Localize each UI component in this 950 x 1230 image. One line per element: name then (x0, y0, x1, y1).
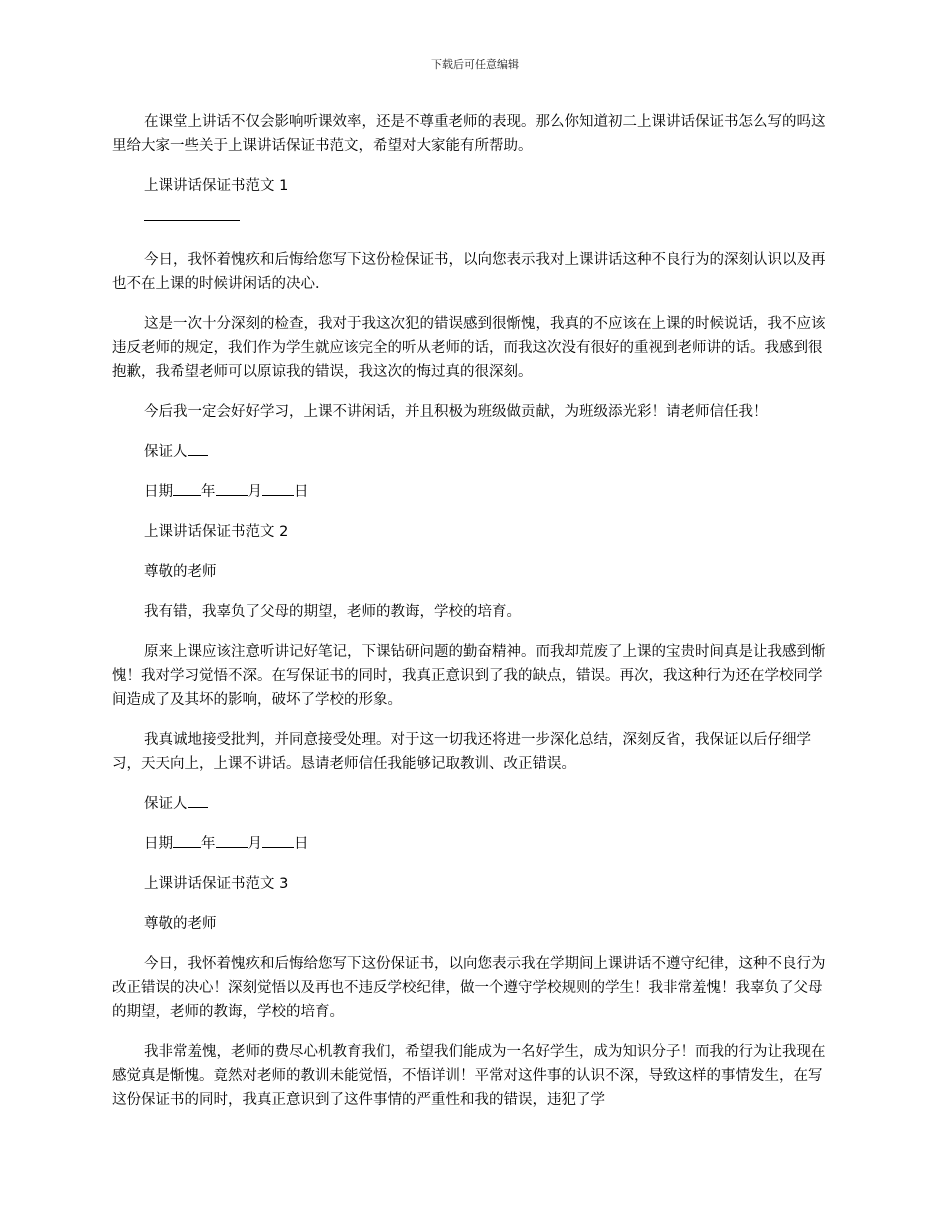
date-label: 日期 (144, 484, 173, 500)
guarantor-label: 保证人 (144, 796, 188, 812)
section-2-salutation: 尊敬的老师 (144, 564, 217, 580)
section-1-paragraph-3: 今后我一定会好好学习，上课不讲闲话，并且积极为班级做贡献，为班级添光彩！请老师信任我！ (144, 404, 768, 420)
year-label: 年 (201, 836, 216, 852)
section-2-paragraph-2: 原来上课应该注意听讲记好笔记，下课钻研问题的勤奋精神。而我却荒废了上课的宝贵时间真是让我感到惭愧！我对学习觉悟不深。在写保证书的同时，我真正意识到了我的缺点，错误。再次，我这种行为还在学校同学间造成了及其坏的影响，破坏了学校的形象。 (112, 644, 826, 708)
section-2-guarantor-line (112, 792, 834, 816)
day-label: 日 (294, 484, 309, 500)
document-body (112, 110, 834, 1112)
section-2-title: 上课讲话保证书范文 2 (144, 524, 289, 540)
month-label: 月 (247, 484, 262, 500)
section-3-paragraph-1: 今日，我怀着愧疚和后悔给您写下这份保证书，以向您表示我在学期间上课讲话不遵守纪律，这种不良行为改正错误的决心！深刻觉悟以及再也不违反学校纪律，做一个遵守学校规则的学生！我非常羞愧！我辜负了父母的期望，老师的教诲，学校的培育。 (112, 956, 826, 1020)
page-header: 下载后可任意编辑 (431, 58, 519, 71)
intro-paragraph: 在课堂上讲话不仅会影响听课效率，还是不尊重老师的表现。那么你知道初二上课讲话保证书怎么写的吗这里给大家一些关于上课讲话保证书范文，希望对大家能有所帮助。 (112, 114, 826, 154)
section-2-paragraph-3: 我真诚地接受批判，并同意接受处理。对于这一切我还将进一步深化总结，深刻反省，我保证以后仔细学习，天天向上，上课不讲话。恳请老师信任我能够记取教训、改正错误。 (112, 732, 811, 772)
section-1-paragraph-2: 这是一次十分深刻的检查，我对于我这次犯的错误感到很惭愧，我真的不应该在上课的时候说话，我不应该违反老师的规定，我们作为学生就应该完全的听从老师的话，而我这次没有很好的重视到老师讲的话。我感到很抱歉，我希望老师可以原谅我的错误，我这次的悔过真的很深刻。 (112, 316, 826, 380)
section-3-title: 上课讲话保证书范文 3 (144, 876, 289, 892)
section-1-paragraph-1: 今日，我怀着愧疚和后悔给您写下这份检保证书，以向您表示我对上课讲话这种不良行为的深刻认识以及再也不在上课的时候讲闲话的决心． (112, 252, 826, 292)
section-3-salutation: 尊敬的老师 (144, 916, 217, 932)
section-1-title: 上课讲话保证书范文 1 (144, 178, 289, 194)
signature-rule (112, 208, 834, 232)
year-label: 年 (201, 484, 216, 500)
month-label: 月 (247, 836, 262, 852)
section-3-paragraph-2: 我非常羞愧，老师的费尽心机教育我们，希望我们能成为一名好学生，成为知识分子！而我的行为让我现在感觉真是惭愧。竟然对老师的教训未能觉悟，不悟详训！平常对这件事的认识不深，导致这样的事情发生，在写这份保证书的同时，我真正意识到了这件事情的严重性和我的错误，违犯了学 (112, 1044, 826, 1108)
section-1-date-line (112, 480, 834, 504)
guarantor-label: 保证人 (144, 444, 188, 460)
date-label: 日期 (144, 836, 173, 852)
section-2-paragraph-1: 我有错，我辜负了父母的期望，老师的教诲，学校的培育。 (144, 604, 521, 620)
section-1-guarantor-line (112, 440, 834, 464)
section-2-date-line (112, 832, 834, 856)
day-label: 日 (294, 836, 309, 852)
